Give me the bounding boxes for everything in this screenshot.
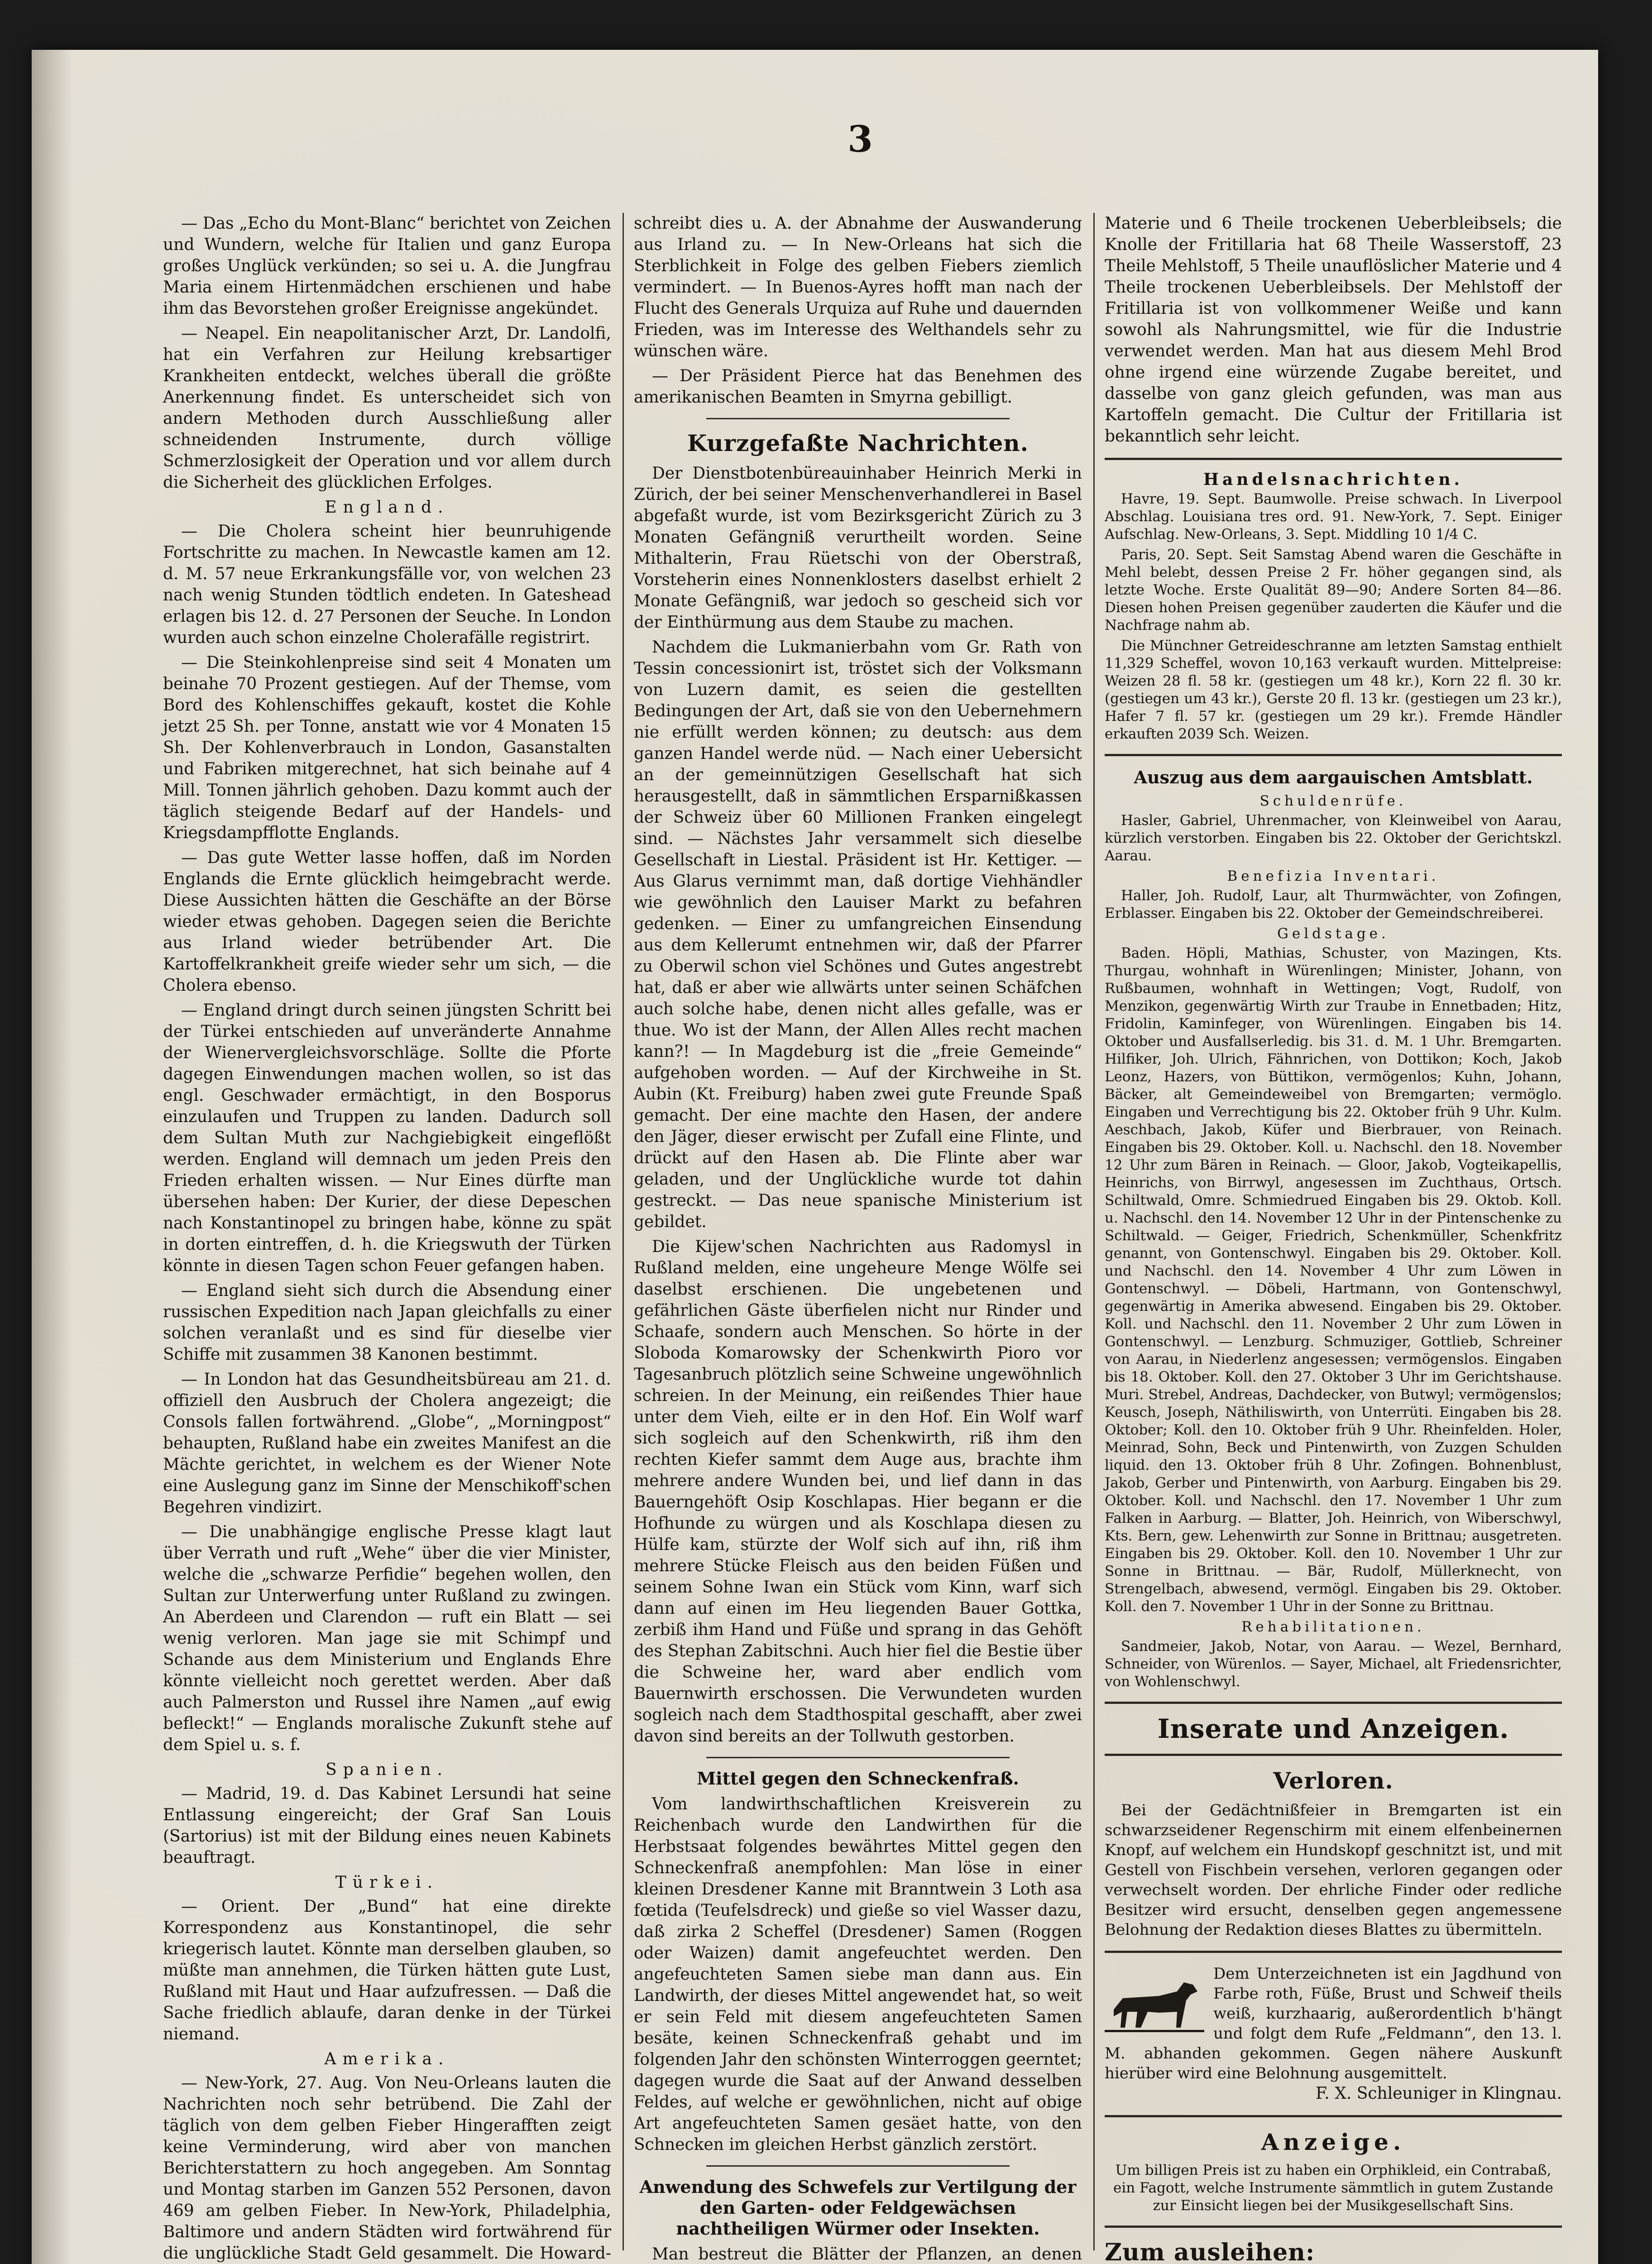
- column-rule: [1093, 213, 1095, 2250]
- market-report: Havre, 19. Sept. Baumwolle. Preise schwach. In Liverpool Abschlag. Louisiana tres ord. 91. New-York, 7. Sept. Einiger Aufschlag. New-Orleans, 3. Sept. Middling 10 1/4 C.: [1105, 491, 1562, 542]
- separator: [1105, 1702, 1562, 1704]
- subsection-heading: Schuldenrüfe.: [1259, 793, 1407, 809]
- section-title: Anwendung des Schwefels zur Vertilgung der den Garten- oder Feldgewächsen nachtheiligen Würmer oder Insekten.: [639, 2177, 1077, 2239]
- advert-title: Zum ausleihen:: [1105, 2239, 1315, 2264]
- news-item: — England dringt durch seinen jüngsten Schritt bei der Türkei entschieden auf unveränderte Annahme der Wienervergleichsvorschläge. Sollte die Pforte dagegen Einwendungen machen wollen, so ist das engl. Geschwader ermächtigt, in den Bosporus einzulaufen und Truppen zu landen. Dadurch soll dem Sultan Muth zur Nachgiebigkeit eingeflößt werden. England will demnach um jeden Preis den Frieden erhalten wissen. — Nur Eines dürfte man übersehen haben: Der Kurier, der diese Depeschen nach Konstantinopel zu bringen habe, könne zu spät in dorten eintreffen, d. h. die Kriegswuth der Türken könnte in diesen Tagen schon Feuer gefangen haben.: [163, 1001, 611, 1275]
- column-3: [1105, 213, 1562, 2264]
- news-item: — Neapel. Ein neapolitanischer Arzt, Dr. Landolfi, hat ein Verfahren zur Heilung krebsartiger Krankheiten entdeckt, welches überall die größte Anerkennung findet. Es unterscheidet sich von andern Methoden durch Ausschließung aller schneidenden Instrumente, durch völlige Schmerzlosigkeit der Operation und vor allem durch die Sicherheit des glücklichen Erfolges.: [163, 324, 611, 492]
- news-item: — New-York, 27. Aug. Von Neu-Orleans lauten die Nachrichten noch sehr betrübend. Die Zahl der täglich von dem gelben Fieber Hingerafften zeigt keine Verminderung, wird aber von manchen Berichterstattern zu hoch angegeben. Am Sonntag und Montag starben im Ganzen 552 Personen, davon 469 am gelben Fieber. In New-York, Philadelphia, Baltimore und andern Städten wird fortwährend für die unglückliche Stadt Geld gesammelt. Die Howard-: [163, 2074, 611, 2263]
- column-2: [634, 213, 1082, 2264]
- separator: [1105, 458, 1562, 460]
- separator: [1105, 754, 1562, 756]
- subsection-heading: Benefizia Inventari.: [1227, 868, 1440, 884]
- page-number: 3: [848, 118, 873, 160]
- news-item: — Die Steinkohlenpreise sind seit 4 Monaten um beinahe 70 Prozent gestiegen. Auf der Themse, vom Bord des Kohlenschiffes gekauft, kostet die Kohle jetzt 25 Sh. per Tonne, anstatt wie vor 4 Monaten 15 Sh. Der Kohlenverbrauch in London, Gasanstalten und Fabriken mitgerechnet, hat sich beinahe auf 4 Mill. Tonnen jährlich gehoben. Dazu kommt auch der täglich steigende Bedarf auf der Handels- und Kriegsdampfflotte Englands.: [163, 653, 611, 842]
- separator: [1105, 1951, 1562, 1953]
- section-title: Kurzgefaßte Nachrichten.: [687, 430, 1029, 456]
- subsection-heading: Rehabilitationen.: [1241, 1619, 1425, 1635]
- article-text: Man bestreut die Blätter der Pflanzen, an denen: [652, 2245, 1082, 2264]
- advert-title: Anzeige.: [1261, 2129, 1406, 2155]
- section-title: Mittel gegen den Schneckenfraß.: [697, 1768, 1019, 1789]
- section-title: Auszug aus dem aargauischen Amtsblatt.: [1134, 767, 1533, 787]
- market-report: Die Münchner Getreideschranne am letzten Samstag enthielt 11,329 Scheffel, wovon 10,163 verkauft wurden. Mittelpreise: Weizen 28 fl. 58 kr. (gestiegen um 48 kr.), Korn 22 fl. 30 kr. (gestiegen um 43 kr.), Gerste 20 fl. 13 kr. (gestiegen um 23 kr.), Hafer 7 fl. 57 kr. (gestiegen um 29 kr.). Fremde Händler erkauften 2039 Sch. Weizen.: [1105, 638, 1562, 742]
- advert-text: Dem Unterzeichneten ist ein Jagdhund von Farbe roth, Füße, Brust und Schweif theils weiß, kurzhaarig, außerordentlich b'hängt und folgt dem Rufe „Feldmann“, den 13. l. M. abhanden gekommen. Gegen nähere Auskunft hierüber wird eine Belohnung ausgemittelt.: [1105, 1965, 1562, 2082]
- separator: [706, 418, 1010, 419]
- column-1: [163, 213, 611, 2263]
- news-item: — Der Präsident Pierce hat das Benehmen des amerikanischen Beamten in Smyrna gebilligt.: [634, 367, 1082, 407]
- separator: [1105, 2115, 1562, 2117]
- section-title: Handelsnachrichten.: [1203, 470, 1464, 489]
- article-text: Materie und 6 Theile trockenen Ueberbleibsels; die Knolle der Fritillaria hat 68 Theile Wasserstoff, 23 Theile Mehlstoff, 5 Theile unauflöslicher Materie und 4 Theile trockenen Ueberbleibsels. Der Mehlstoff der Fritillaria ist von vollkommener Weiße und kann sowohl als Nahrungsmittel, wie für die Industrie verwendet werden. Man hat aus diesem Mehl Brod ohne irgend eine würzende Zugabe bereitet, und dasselbe von ganz gleich gefunden, was man aus Kartoffeln gemacht. Die Cultur der Fritillaria ist bekanntlich sehr leicht.: [1105, 214, 1562, 446]
- section-heading: Türkei.: [335, 1873, 439, 1892]
- section-heading: Spanien.: [326, 1760, 449, 1779]
- notice-text: Baden. Höpli, Mathias, Schuster, von Mazingen, Kts. Thurgau, wohnhaft in Würenlingen; Minister, Johann, von Rußbaumen, wohnhaft in Wettingen; Vogt, Rudolf, von Menzikon, gegenwärtig Wirth zur Traube in Ennetbaden; Hitz, Fridolin, Kaminfeger, von Würenlingen. Eingaben bis 14. Oktober und Ausfallserledig. bis 31. d. M. 1 Uhr. Bremgarten. Hilfiker, Joh. Ulrich, Fähnrichen, von Dottikon; Koch, Jakob Leonz, Hazers, von Büttikon, vermögenlos; Kuhn, Johann, Bäcker, alt Gemeindeweibel von Bremgarten; vermöglo. Eingaben und Verrechtigung bis 22. Oktober früh 9 Uhr. Kulm. Aeschbach, Jakob, Küfer und Bierbrauer, von Reinach. Eingaben bis 29. Oktober. Koll. u. Nachschl. den 18. November 12 Uhr zum Bären in Reinach. — Gloor, Jakob, Vogteikapellis, Heinrichs, von Birrwyl, angesessen im Zuchthaus, Ortsch. Schiltwald, Omre. Schmiedrued Eingaben bis 29. Oktob. Koll. u. Nachschl. den 14. November 12 Uhr in der Pintenschenke zu Schiltwald. — Geiger, Friedrich, Schenkmüller, Schenkfritz genannt, von Gontenschwyl. Eingaben bis 29. Oktober. Koll. und Nachschl. den 14. November 4 Uhr zum Löwen in Gontenschwyl. — Döbeli, Hartmann, von Gontenschwyl, gegenwärtig in Amerika abwesend. Eingaben bis 29. Oktober. Koll. und Nachschl. den 11. November 2 Uhr zum Löwen in Gontenschwyl. — Lenzburg. Schmuziger, Gottlieb, Schreiner von Aarau, in Niederlenz angesessen; vermögenslos. Eingaben bis 18. Oktober. Koll. den 27. Oktober 3 Uhr im Gerichtshause. Muri. Strebel, Andreas, Dachdecker, von Butwyl; vermögenslos; Keusch, Joseph, Näthiliswirth, von Unterrüti. Eingaben bis 28. Oktober; Koll. den 10. Oktober früh 9 Uhr. Rheinfelden. Holer, Meinrad, Sohn, Beck und Pintenwirth, von Zuzgen Schulden liquid. den 13. Oktober früh 8 Uhr. Zofingen. Bohnenblust, Jakob, Gerber und Pintenwirth, von Aarburg. Eingaben bis 29. Oktober. Koll. und Nachschl. den 17. November 1 Uhr zum Falken in Aarburg. — Blatter, Joh. Heinrich, von Wiberschwyl, Kts. Bern, gew. Lehenwirth zur Sonne in Brittnau; ausgetreten. Eingaben bis 29. Oktober. Koll. den 10. November 1 Uhr zur Sonne in Brittnau. — Bär, Rudolf, Müllerknecht, von Strengelbach, abwesend, vermögl. Eingaben bis 29. Oktober. Koll. den 7. November 1 Uhr in der Sonne zu Brittnau.: [1105, 945, 1562, 1615]
- notice-text: Haller, Joh. Rudolf, Laur, alt Thurmwächter, von Zofingen, Erblasser. Eingaben bis 22. Oktober der Gemeindschreiberei.: [1105, 887, 1562, 921]
- news-item: — Das gute Wetter lasse hoffen, daß im Norden Englands die Ernte glücklich heimgebracht werde. Diese Aussichten hätten die Geschäfte an der Börse wieder etwas gehoben. Dagegen seien die Berichte aus Irland wieder betrübender Art. Die Kartoffelkrankheit greife wieder sehr um sich, — die Cholera ebenso.: [163, 849, 611, 995]
- notice-text: Hasler, Gabriel, Uhrenmacher, von Kleinweibel von Aarau, kürzlich verstorben. Eingaben bis 22. Oktober der Gerichtskzl. Aarau.: [1105, 812, 1562, 864]
- news-item: Der Dienstbotenbüreauinhaber Heinrich Merki in Zürich, der bei seiner Menschenverhandlerei in Basel abgefaßt wurde, ist vom Bezirksgericht Zürich zu 3 Monaten Gefängniß verurtheilt worden. Seine Mithalterin, Frau Rüetschi von der Oberstraß, Vorsteherin eines Nonnenklosters daselbst erhielt 2 Monate Gefängniß, war jedoch so gescheid sich vor der Einthürmung aus dem Staube zu machen.: [634, 464, 1082, 632]
- subsection-heading: Geldstage.: [1277, 926, 1389, 942]
- news-item: schreibt dies u. A. der Abnahme der Auswanderung aus Irland zu. — In New-Orleans hat sich die Sterblichkeit in Folge des gelben Fiebers ziemlich vermindert. — In Buenos-Ayres hofft man nach der Flucht des Generals Urquiza auf Ruhe und dauernden Frieden, was im Interesse des Welthandels sehr zu wünschen wäre.: [634, 214, 1082, 360]
- advert-text: Bei der Gedächtnißfeier in Bremgarten ist ein schwarzseidener Regenschirm mit einem elfenbeinernen Knopf, auf welchem ein Hundskopf geschnitzt ist, und mit Gestell von Fischbein versehen, verloren gegangen oder verwechselt worden. Der ehrliche Finder oder redliche Besitzer wird ersucht, denselben gegen angemessene Belohnung der Redaktion dieses Blattes zu übermitteln.: [1105, 1801, 1562, 1939]
- news-item: Die Kijew'schen Nachrichten aus Radomysl in Rußland melden, eine ungeheure Menge Wölfe sei daselbst erschienen. Die ungebetenen und gefährlichen Gäste überfielen nicht nur Rinder und Schaafe, sondern auch Menschen. So hörte in der Sloboda Komarowsky der Schenkwirth Pioro vor Tagesanbruch plötzlich seine Schweine ungewöhnlich schreien. In der Meinung, ein reißendes Thier haue unter dem Vieh, eilte er in den Hof. Ein Wolf warf sich sogleich auf den Schenkwirth, riß ihm den rechten Kiefer sammt dem Auge aus, brachte ihm mehrere andere Wunden bei, und lief dann in das Bauerngehöft Osip Koschlapas. Hier begann er die Hofhunde zu würgen und als Koschlapa diesen zu Hülfe kam, stürzte der Wolf sich auf ihn, riß ihm mehrere Stücke Fleisch aus den beiden Füßen und seinem Sohne Iwan ein Stück vom Kinn, warf sich dann auf einen im Heu liegenden Bauer Gottka, zerbiß ihm Hand und Füße und sprang in das Gehöft des Stephan Zabitschni. Auch hier fiel die Bestie über die Schweine her, ward aber endlich vom Bauernwirth erschossen. Die Verwundeten wurden sogleich nach dem Stadthospital geschafft, aber zwei davon sind bereits an der Tollwuth gestorben.: [634, 1238, 1082, 1746]
- separator: [1105, 2226, 1562, 2228]
- advert-text: Um billigen Preis ist zu haben ein Orphikleid, ein Contrabaß, ein Fagott, welche Instrumente sämmtlich in gutem Zustande zur Einsicht liegen bei der Musikgesellschaft Sins.: [1113, 2162, 1553, 2214]
- separator: [706, 1757, 1010, 1758]
- news-item: — Die unabhängige englische Presse klagt laut über Verrath und ruft „Wehe“ über die vier Minister, welche die „schwarze Perfidie“ begehen wollen, den Sultan zur Unterwerfung unter Rußland zu zwingen. An Aberdeen und Clarendon — ruft ein Blatt — sei wenig verloren. Man jage sie mit Schimpf und Schande aus dem Ministerium und Englands Ehre könnte vielleicht noch gerettet werden. Aber daß auch Palmerston und Russel ihre Namen „auf ewig befleckt!“ — Englands moralische Zukunft stehe auf dem Spiel u. s. f.: [163, 1523, 611, 1754]
- section-heading: England.: [325, 498, 450, 517]
- article-text: Vom landwirthschaftlichen Kreisverein zu Reichenbach wurde den Landwirthen für die Herbstsaat folgendes bewährtes Mittel gegen den Schneckenfraß anempfohlen: Man löse in einer kleinen Dresdener Kanne mit Branntwein 3 Loth asa fœtida (Teufelsdreck) und gieße so viel Wasser dazu, daß zirka 2 Scheffel (Dresdener) Samen (Roggen oder Waizen) damit angefeuchtet werden. Den angefeuchteten Samen siebe man dann aus. Ein Landwirth, der dieses Mittel angewendet hat, so weit er sein Feld mit diesem angefeuchteten Samen besäte, keinen Schneckenfraß gehabt und im folgenden Jahr den schönsten Winterroggen geerntet; dagegen wurde die Saat auf der Anwand desselben Feldes, auf welche er gewöhnlichen, nicht auf obige Art angefeuchteten Samen gesäet hatte, von den Schnecken im gleichen Herbst gänzlich zerstört.: [634, 1795, 1082, 2154]
- news-item: — Madrid, 19. d. Das Kabinet Lersundi hat seine Entlassung eingereicht; der Graf San Louis (Sartorius) ist mit der Bildung eines neuen Kabinets beauftragt.: [163, 1784, 611, 1867]
- separator: [1105, 1754, 1562, 1756]
- hound-advert: [1105, 1964, 1562, 2104]
- news-item: Nachdem die Lukmanierbahn vom Gr. Rath von Tessin concessionirt ist, tröstet sich der Volksmann von Luzern damit, es seien die gestellten Bedingungen der Art, daß sie von den Uebernehmern nie erfüllt werden können; zu deutsch: aus dem ganzen Handel werde nüd. — Nach einer Uebersicht an der gemeinnützigen Gesellschaft hat sich herausgestellt, daß in sämmtlichen Ersparnißkassen der Schweiz über 60 Millionen Franken eingelegt sind. — Nächstes Jahr versammelt sich dieselbe Gesellschaft in Liestal. Präsident ist Hr. Kettiger. — Aus Glarus vernimmt man, daß dortige Viehhändler wie gewöhnlich den Lauiser Markt zu befahren gedenken. — Einer zu umfangreichen Einsendung aus dem Kellerumt entnehmen wir, daß der Pfarrer zu Oberwil schon viel Schönes und Gutes angestrebt hat, daß er aber wie allwärts unter seinen Schäfchen auch solche habe, denen nicht alles gefalle, was er thue. Wo ist der Mann, der Allen Alles recht machen kann?! — In Magdeburg ist die „freie Gemeinde“ aufgehoben worden. — Auf der Kirchweihe in St. Aubin (Kt. Freiburg) haben zwei gute Freunde Spaß gemacht. Der eine machte den Hasen, der andere den Jäger, dieser erwischt per Zufall eine Flinte, und drückt auf den Hasen ab. Die Flinte aber war geladen, und der Unglückliche wurde tot dahin gestreckt. — Das neue spanische Ministerium ist gebildet.: [634, 638, 1082, 1231]
- advert-section-title: Inserate und Anzeigen.: [1157, 1713, 1509, 1744]
- market-report: Paris, 20. Sept. Seit Samstag Abend waren die Geschäfte in Mehl belebt, dessen Preise 2 Fr. höher gegangen sind, als letzte Woche. Erste Qualität 89—90; Andere Sorten 84—86. Diesen hohen Preisen gegenüber zauderten die Käufer und die Nachfrage nahm ab.: [1105, 547, 1562, 633]
- advert-signature: F. X. Schleuniger in Klingnau.: [1315, 2084, 1562, 2103]
- newspaper-sheet: [32, 50, 1598, 2264]
- news-item: — Orient. Der „Bund“ hat eine direkte Korrespondenz aus Konstantinopel, die sehr kriegerisch lautet. Könnte man derselben glauben, so müßte man annehmen, die Türken hätten gute Lust, Rußland mit Haut und Haar aufzufressen. — Daß die Sache friedlich ablaufe, daran denke in der Türkei niemand.: [163, 1897, 611, 2043]
- separator: [706, 2165, 1010, 2167]
- news-item: — England sieht sich durch die Absendung einer russischen Expedition nach Japan gleichfalls zu einer solchen veranlaßt und es sind für dieselbe vier Schiffe mit zusammen 38 Kanonen bestimmt.: [163, 1281, 611, 1364]
- page-fold-shadow: [32, 50, 72, 2264]
- section-heading: Amerika.: [324, 2050, 450, 2068]
- hunting-dog-icon: [1105, 1967, 1204, 2034]
- advert-title: Verloren.: [1273, 1767, 1393, 1794]
- notice-text: Sandmeier, Jakob, Notar, von Aarau. — Wezel, Bernhard, Schneider, von Würenlos. — Sayer, Michael, alt Friedensrichter, von Wohlenschwyl.: [1105, 1638, 1562, 1690]
- news-item: — In London hat das Gesundheitsbüreau am 21. d. offiziell den Ausbruch der Cholera angezeigt; die Consols fallen fortwährend. „Globe“, „Morningpost“ behaupten, Rußland habe ein zweites Manifest an die Mächte gerichtet, in welchem es der Wiener Note eine Auslegung ganz im Sinne der Menschikoff'schen Begehren vindizirt.: [163, 1370, 611, 1516]
- column-rule: [622, 213, 624, 2250]
- news-item: — Die Cholera scheint hier beunruhigende Fortschritte zu machen. In Newcastle kamen am 12. d. M. 57 neue Erkrankungsfälle vor, von welchen 23 nach wenig Stunden tödtlich endeten. In Gateshead erlagen bis 12. d. 27 Personen der Seuche. In London wurden auch schon einzelne Cholerafälle registrirt.: [163, 522, 611, 647]
- news-item: — Das „Echo du Mont-Blanc“ berichtet von Zeichen und Wundern, welche für Italien und ganz Europa großes Unglück verkünden; so sei u. A. die Jungfrau Maria einem Hirtenmädchen erschienen und habe ihm das Bevorstehen großer Ereignisse angekündet.: [163, 214, 611, 318]
